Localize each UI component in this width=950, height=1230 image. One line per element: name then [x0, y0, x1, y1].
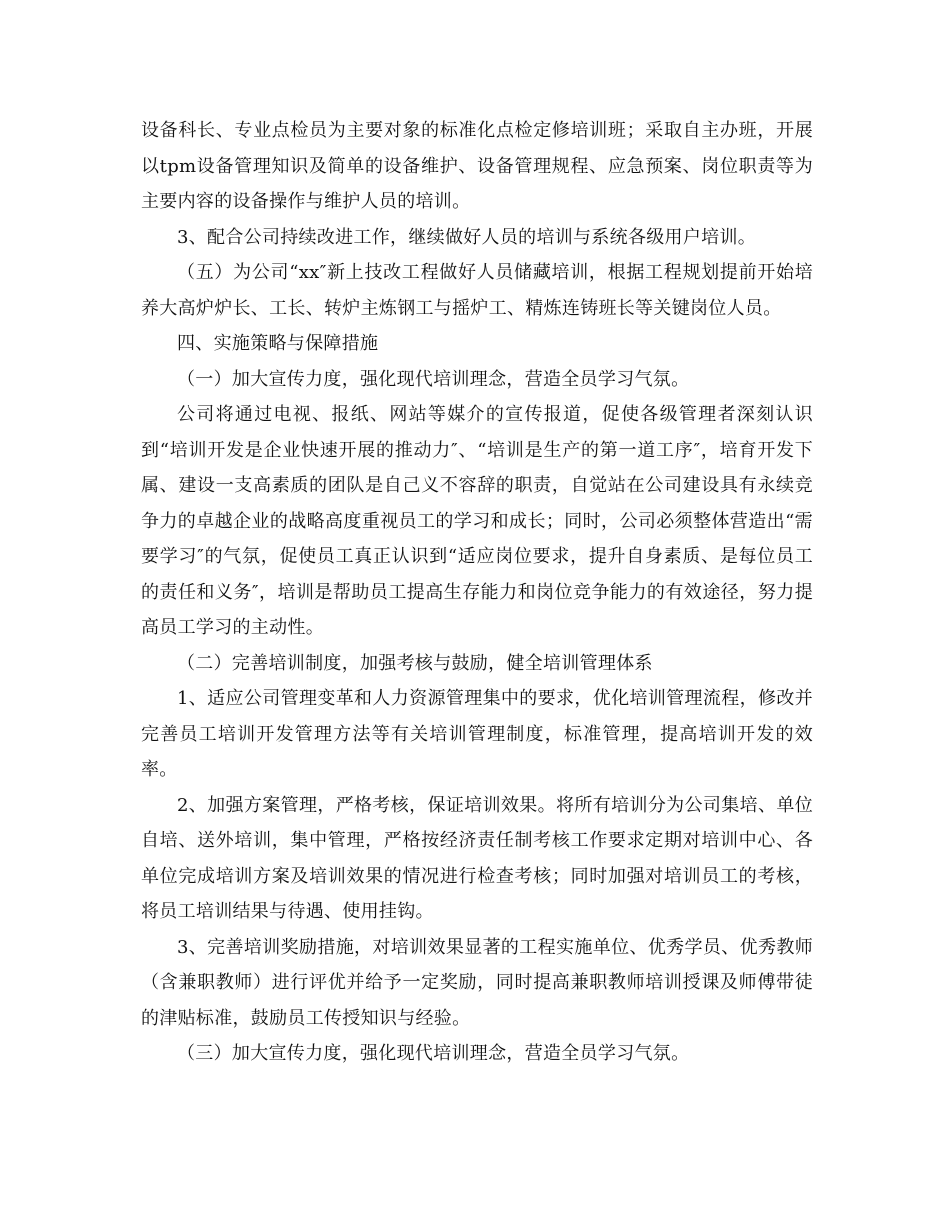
paragraph-publicity-body: 公司将通过电视、报纸、网站等媒介的宣传报道，促使各级管理者深刻认识到“培训开发是企业快速开展的推动力″、“培训是生产的第一道工序″，培育开发下属、建设一支高素质的团队是自己义不容辞的职责，自觉站在公司建设具有永续竞争力的卓越企业的战略高度重视员工的学习和成长；同时，公司必须整体营造出“需要学习″的气氛，促使员工真正认识到“适应岗位要求，提升自身素质、是每位员工的责任和义务″，培训是帮助员工提高生存能力和岗位竞争能力的有效途径，努力提高员工学习的主动性。	[141, 404, 813, 638]
paragraph-reward-measures: 3、完善培训奖励措施，对培训效果显著的工程实施单位、优秀学员、优秀教师（含兼职教师）进行评优并给予一定奖励，同时提高兼职教师培训授课及师傅带徒的津贴标准，鼓励员工传授知识与经验。	[141, 936, 813, 1029]
paragraph-plan-management: 2、加强方案管理，严格考核，保证培训效果。将所有培训分为公司集培、单位自培、送外培训，集中管理，严格按经济责任制考核工作要求定期对培训中心、各单位完成培训方案及培训效果的情况进行检查考核；同时加强对培训员工的考核，将员工培训结果与待遇、使用挂钩。	[141, 794, 813, 922]
paragraph-section-five: （五）为公司“xx″新上技改工程做好人员储藏培训，根据工程规划提前开始培养大高炉炉长、工长、转炉主炼钢工与摇炉工、精炼连铸班长等关键岗位人员。	[141, 262, 813, 319]
document-body	[141, 113, 813, 1072]
paragraph-equipment-training: 设备科长、专业点检员为主要对象的标准化点检定修培训班；采取自主办班，开展以tpm设备管理知识及简单的设备维护、设备管理规程、应急预案、岗位职责等为主要内容的设备操作与维护人员的培训。	[141, 120, 813, 212]
subheading-publicity: （一）加大宣传力度，强化现代培训理念，营造全员学习气氛。	[177, 368, 690, 390]
section-heading-strategy: 四、实施策略与保障措施	[177, 333, 379, 354]
subheading-publicity-repeat: （三）加大宣传力度，强化现代培训理念，营造全员学习气氛。	[177, 1043, 690, 1064]
subheading-training-system: （二）完善培训制度，加强考核与鼓励，健全培训管理体系	[177, 652, 653, 674]
paragraph-continuous-improvement: 3、配合公司持续改进工作，继续做好人员的培训与系统各级用户培训。	[177, 226, 757, 248]
paragraph-management-process: 1、适应公司管理变革和人力资源管理集中的要求，优化培训管理流程，修改并完善员工培训开发管理方法等有关培训管理制度，标准管理，提高培训开发的效率。	[141, 688, 813, 780]
